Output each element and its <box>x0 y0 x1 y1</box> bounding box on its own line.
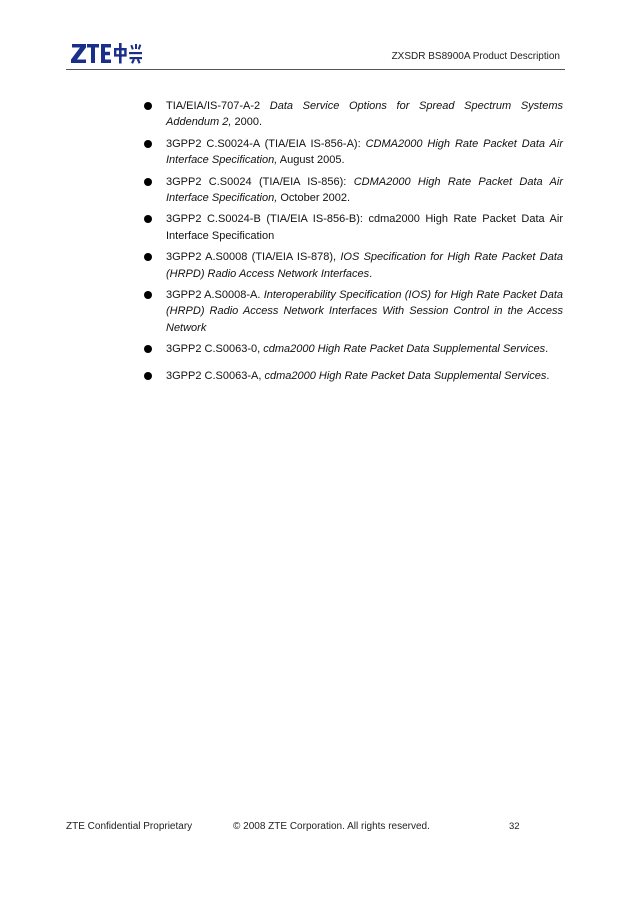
reference-text: 3GPP2 C.S0024-B (TIA/EIA IS-856-B): cdma2000 High Rate Packet Data Air Interface Specification <box>166 213 563 242</box>
header-rule <box>66 69 565 70</box>
bullet-icon <box>144 215 152 223</box>
reference-text: August 2005. <box>277 154 345 167</box>
bullet-icon <box>144 291 152 299</box>
bullet-icon <box>144 102 152 110</box>
bullet-icon <box>144 345 152 353</box>
footer-confidential: ZTE Confidential Proprietary <box>66 821 193 832</box>
document-title: ZXSDR BS8900A Product Description <box>391 51 560 62</box>
reference-item <box>143 249 563 282</box>
reference-text: TIA/EIA/IS-707-A-2 <box>166 100 270 112</box>
reference-list <box>143 98 563 389</box>
reference-text: . <box>545 343 549 356</box>
reference-title: Interoperability Specification (IOS) for High Rate Packet Data (HRPD) Radio Access Network Interfaces With Session Control in the Access Network <box>166 289 564 334</box>
reference-title: cdma2000 High Rate Packet Data Supplemental Services <box>264 369 547 382</box>
reference-text: 3GPP2 C.S0063-A, <box>166 369 265 382</box>
bullet-icon <box>144 140 152 148</box>
bullet-icon <box>144 372 152 380</box>
reference-title: CDMA2000 High Rate Packet Data Air Interface Specification, <box>166 175 563 205</box>
reference-title: cdma2000 High Rate Packet Data Supplemental Services <box>263 343 546 356</box>
reference-item <box>143 174 563 207</box>
reference-text: 3GPP2 A.S0008 (TIA/EIA IS-878), <box>166 251 341 264</box>
footer-copyright: © 2008 ZTE Corporation. All rights reserved. <box>233 821 430 832</box>
zte-logo <box>71 42 143 64</box>
reference-text: 3GPP2 C.S0024-A (TIA/EIA IS-856-A): <box>166 137 366 150</box>
reference-item <box>143 98 563 131</box>
reference-text: 3GPP2 A.S0008-A. <box>166 289 264 302</box>
bullet-icon <box>144 253 152 261</box>
reference-text: October 2002. <box>277 192 351 205</box>
bullet-icon <box>144 178 152 186</box>
reference-item <box>143 287 563 336</box>
reference-item <box>143 368 563 384</box>
reference-text: 3GPP2 C.S0024 (TIA/EIA IS-856): <box>166 175 354 188</box>
reference-text: . <box>546 369 550 382</box>
reference-item <box>143 211 563 244</box>
reference-item <box>143 136 563 169</box>
reference-text: 3GPP2 C.S0063-0, <box>166 343 264 356</box>
reference-title: CDMA2000 High Rate Packet Data Air Interface Specification, <box>166 137 563 167</box>
page-number: 32 <box>509 821 520 832</box>
reference-item <box>143 341 563 357</box>
reference-title: Data Service Options for Spread Spectrum Systems Addendum 2, <box>166 100 564 129</box>
reference-text: . <box>369 267 373 280</box>
reference-title: IOS Specification for High Rate Packet Data (HRPD) Radio Access Network Interfaces <box>166 251 564 280</box>
reference-text: 2000. <box>231 116 263 129</box>
